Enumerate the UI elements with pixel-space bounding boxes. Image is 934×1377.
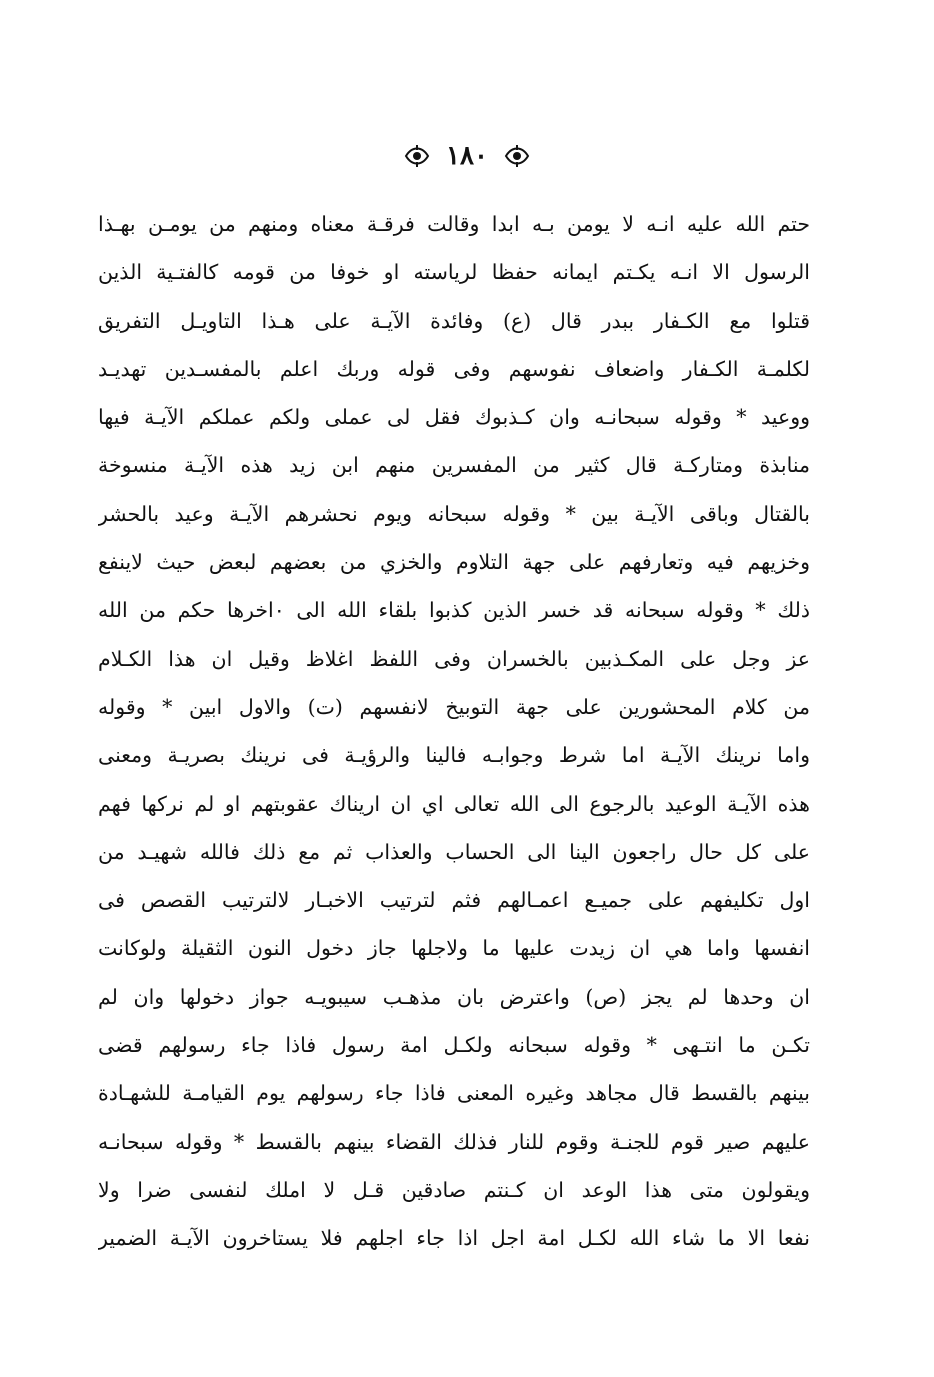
text-line: ان وحدها لم يجز (ص) واعترض بان مذهـب سيبويـه جواز دخولها وان لم: [98, 984, 810, 1009]
text-line: حتم الله عليه انـه لا يومن بـه ابدا وقالت فرقـة معناه ومنهم من يومـن بهـذا: [98, 212, 810, 236]
text-line: بالقتال وباقى الآيـة بين * وقوله سبحانه ويوم نحشرهم الآيـة وعيد بالحشر: [98, 501, 810, 526]
text-line: نفعا الا ما شاء الله لكـل امة اجل اذا جاء اجلهم فلا يستاخرون الآيـة الضمير: [98, 1226, 810, 1251]
text-line: قتلوا مع الكـفار ببدر قال (ع) وفائدة الآيـة على هـذا التاويـل التفريق: [98, 308, 810, 333]
floral-ornament-right-icon: [402, 142, 432, 170]
text-line: على كل حال راجعون الينا الى الحساب والعذاب ثم مع ذلك فالله شهيـد من: [98, 839, 810, 864]
body-text: [98, 200, 810, 1263]
page-number: ١٨٠: [446, 141, 488, 171]
floral-ornament-left-icon: [502, 142, 532, 170]
text-line: اول تكليفهم على جميـع اعمـالهم فثم لترتيب الاخبـار لالترتيب القصص فى: [98, 888, 810, 913]
text-line: هذه الآيـة الوعيد بالرجوع الى الله تعالى اي ان اريناك عقوبتهم او لم نركها فهم: [98, 791, 810, 816]
text-line: وخزيهم فيه وتعارفهم على جهة التلاوم والخزي من بعضهم لبعض حيث لاينفع: [98, 550, 810, 575]
text-line: عليهم صير قوم للجنـة وقوم للنار فذلك القضاء بينهم بالقسط * وقوله سبحانـه: [98, 1129, 810, 1154]
text-line: الرسول الا انـه يكـتم ايمانه حفظا لرياسته او خوفا من قومه كالفتـية الذين: [98, 260, 810, 285]
text-line: ويقولون متى هذا الوعد ان كـنتم صادقين قـل لا املك لنفسى ضرا ولا: [98, 1177, 810, 1202]
text-line: بينهم بالقسط قال مجاهد وغيره المعنى فاذا جاء رسولهم يوم القيامـة للشهـادة: [98, 1081, 810, 1106]
page-header: [0, 136, 934, 176]
text-line: من كلام المحشورين على جهة التوبيخ لانفسهم (ت) والاول ابين * وقوله: [98, 694, 810, 719]
text-line: ذلك * وقوله سبحانه قد خسر الذين كذبوا بلقاء الله الى ٠اخرها حكم من الله: [98, 598, 810, 623]
text-line: عز وجل على المكـذبين بالخسران وفى اللفظ اغلاظ وقيل ان هذا الكـلام: [98, 646, 810, 671]
text-line: ووعيد * وقوله سبحانـه وان كـذبوك فقل لى عملى ولكم عملكم الآيـة فيها: [98, 405, 810, 430]
text-line: لكلمـة الكـفار واضعاف نفوسهم وفى قوله وربك اعلم بالمفسـدين تهديـد: [98, 356, 810, 381]
text-line: انفسها واما هي ان زيدت عليها ما ولاجلها جاز دخول النون الثقيلة ولوكانت: [98, 936, 810, 961]
text-line: منابذة ومتاركـة قال كثير من المفسرين منهم ابن زيد هذه الآيـة منسوخة: [98, 453, 810, 478]
text-line: تكـن ما انتـهى * وقوله سبحانه ولكـل امة رسول فاذا جاء رسولهم قضى: [98, 1033, 810, 1058]
text-line: واما نرينك الآيـة اما شرط وجوابـه فالينا والرؤيـة فى نرينك بصريـة ومعنى: [98, 743, 810, 768]
